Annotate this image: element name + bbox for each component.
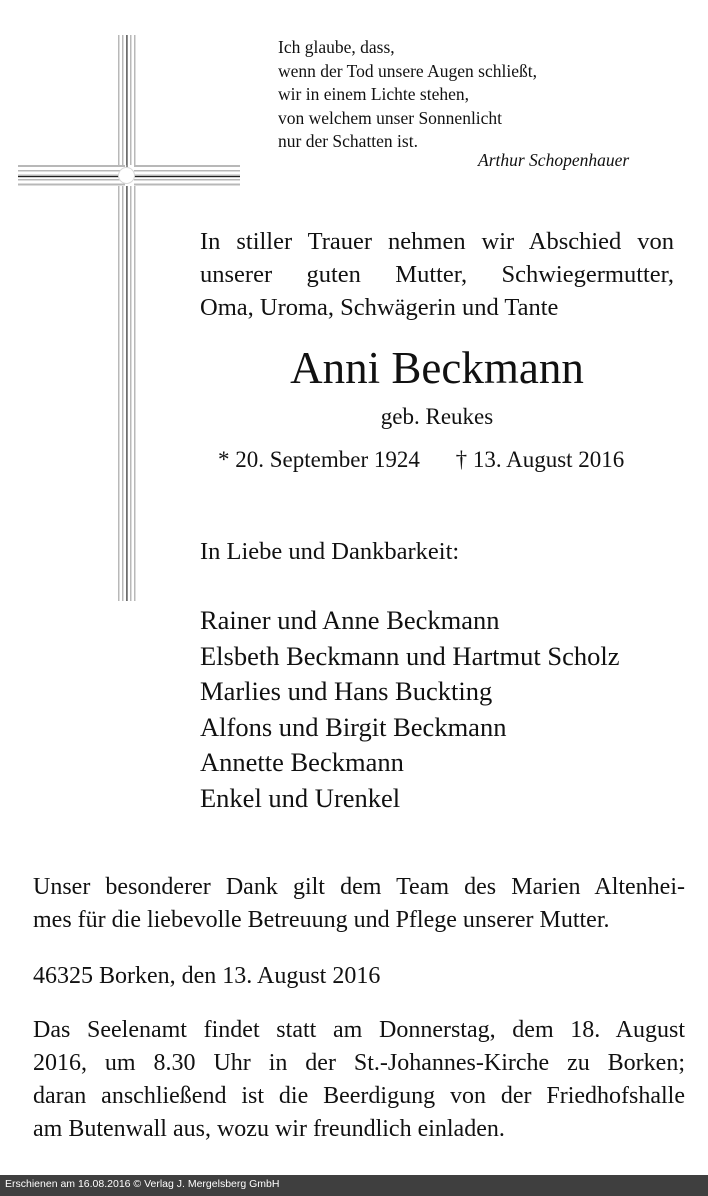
life-dates [218, 447, 624, 473]
intro-line: Oma, Uroma, Schwägerin und Tante [200, 294, 559, 321]
mourner: Enkel und Urenkel [200, 782, 401, 813]
place-date-line: 46325 Borken, den 13. August 2016 [33, 963, 381, 989]
acknowledgement-line: mes für die liebevolle Betreuung und Pflege unserer Mutter. [33, 907, 610, 933]
maiden-name: geb. Reukes [380, 404, 494, 429]
poem-line: wenn der Tod unsere Augen schließt, [278, 60, 537, 81]
service-line: Das Seelenamt findet statt am Donnerstag, dem 18. August [33, 1017, 685, 1043]
death-date: † 13. August 2016 [455, 447, 625, 472]
poem-line: von welchem unser Sonnenlicht [278, 107, 503, 128]
poem-quote [278, 36, 678, 154]
mourner: Rainer und Anne Beckmann [200, 605, 500, 635]
mourners-list [200, 603, 620, 816]
mourner: Elsbeth Beckmann und Hartmut Scholz [200, 640, 620, 671]
mourner: Annette Beckmann [200, 747, 404, 777]
service-line: 2016, um 8.30 Uhr in der St.-Johannes-Kirche zu Borken; [33, 1050, 685, 1076]
thanks-heading: In Liebe und Dankbarkeit: [200, 538, 460, 565]
poem-author: Arthur Schopenhauer [478, 150, 630, 170]
intro-text [200, 225, 674, 324]
place-date [33, 960, 685, 993]
intro-line: In stiller Trauer nehmen wir Abschied von [200, 228, 674, 255]
service-text [33, 1014, 685, 1146]
poem-line: Ich glaube, dass, [278, 37, 395, 57]
footer-bar [0, 1175, 708, 1196]
deceased-name: Anni Beckmann [290, 343, 584, 393]
poem-line: nur der Schatten ist. [278, 131, 418, 151]
service-line: am Butenwall aus, wozu wir freundlich einladen. [33, 1116, 505, 1142]
mourner: Alfons und Birgit Beckmann [200, 711, 507, 742]
birth-date: * 20. September 1924 [218, 447, 420, 472]
service-line: daran anschließend ist die Beerdigung von der Friedhofshalle [33, 1083, 685, 1109]
mourner: Marlies und Hans Buckting [200, 676, 493, 706]
acknowledgement-line: Unser besonderer Dank gilt dem Team des Marien Altenhei- [33, 874, 685, 900]
footer-text: Erschienen am 16.08.2016 © Verlag J. Mergelsberg GmbH [5, 1178, 280, 1190]
intro-line: unserer guten Mutter, Schwiegermutter, [200, 261, 674, 288]
poem-line: wir in einem Lichte stehen, [278, 84, 469, 104]
acknowledgement-text [33, 871, 685, 937]
